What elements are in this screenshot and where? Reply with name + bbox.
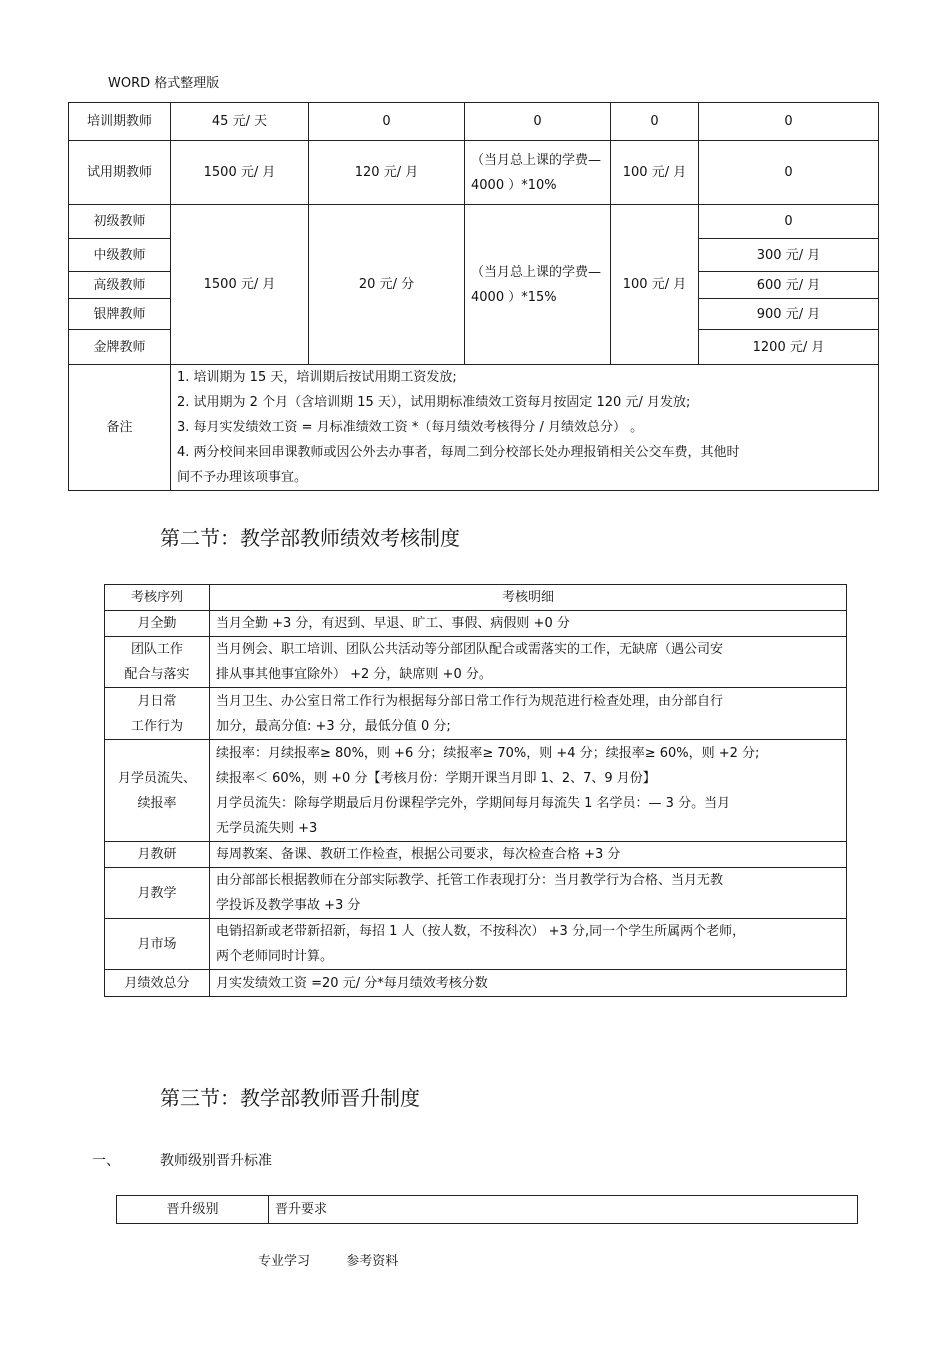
detail-cell xyxy=(210,637,847,688)
item-cell xyxy=(105,970,210,997)
promotion-table xyxy=(116,1195,858,1224)
item-label: 月学员流失、 xyxy=(117,770,196,786)
detail-line: 由分部部长根据教师在分部实际教学、托管工作表现打分：当月教学行为合格、当月无教 xyxy=(216,873,724,888)
extra-cell: 0 xyxy=(699,103,879,141)
detail-line: 每周教案、备课、教研工作检查，根据公司要求，每次检查合格 +3 分 xyxy=(216,847,621,862)
class-fee-cell: 120 元/ 月 xyxy=(309,141,465,205)
item-label: 配合与落实 xyxy=(124,667,190,682)
detail-line: 当月全勤 +3 分，有迟到、早退、旷工、事假、病假则 +0 分 xyxy=(216,616,570,631)
level-cell: 金牌教师 xyxy=(69,330,171,365)
detail-cell xyxy=(210,688,847,740)
table-row xyxy=(105,611,847,637)
note-line: 4. 两分校间来回串课教师或因公外去办事者，每周二到分校部长处办理报销相关公交车费，其他时 xyxy=(177,445,740,460)
note-line: 2. 试用期为 2 个月（含培训期 15 天），试用期标准绩效工资每月按固定 120 元/ 月发放; xyxy=(177,395,691,410)
detail-line: 学投诉及教学事故 +3 分 xyxy=(216,898,361,913)
table-row xyxy=(105,688,847,740)
detail-cell xyxy=(210,868,847,919)
table-header-row xyxy=(105,585,847,611)
table-row xyxy=(69,103,879,141)
item-label: 月绩效总分 xyxy=(124,975,190,991)
table-row xyxy=(105,842,847,868)
note-line: 间不予办理该项事宜。 xyxy=(177,470,308,485)
detail-line: 月实发绩效工资 =20 元/ 分*每月绩效考核分数 xyxy=(216,975,488,991)
notes-label: 备注 xyxy=(69,365,171,491)
level-cell: 初级教师 xyxy=(69,205,171,239)
detail-cell xyxy=(210,919,847,970)
section-title: 第二节：教学部教师绩效考核制度 xyxy=(160,526,460,550)
notes-cell xyxy=(171,365,879,491)
sub-heading-title: 教师级别晋升标准 xyxy=(160,1153,272,1169)
item-cell xyxy=(105,637,210,688)
footer-left: 专业学习 xyxy=(258,1254,311,1269)
table-row xyxy=(105,919,847,970)
level-cell: 试用期教师 xyxy=(69,141,171,205)
detail-line: 当月例会、职工培训、团队公共活动等分部团队配合或需落实的工作，无缺席（遇公司安 xyxy=(216,642,724,657)
sub-heading-number: 一、 xyxy=(92,1153,120,1169)
base-salary-cell: 1500 元/ 月 xyxy=(171,205,309,365)
item-cell xyxy=(105,611,210,637)
header-label: WORD 格式整理版 xyxy=(108,76,220,91)
base-salary-cell: 45 元/ 天 xyxy=(171,103,309,141)
detail-line: 两个老师同时计算。 xyxy=(216,949,334,964)
item-label: 月全勤 xyxy=(137,616,177,631)
commission-cell: （当月总上课的学费— 4000 ）*10% xyxy=(465,141,611,205)
extra-cell: 900 元/ 月 xyxy=(699,299,879,330)
commission-cell: （当月总上课的学费— 4000 ）*15% xyxy=(465,205,611,365)
detail-line: 排从事其他事宜除外） +2 分，缺席则 +0 分。 xyxy=(216,667,492,682)
detail-line: 当月卫生、办公室日常工作行为根据每分部日常工作行为规范进行检查处理，由分部自行 xyxy=(216,693,724,709)
item-cell xyxy=(105,868,210,919)
table-row xyxy=(105,740,847,842)
header-cell: 晋升要求 xyxy=(269,1196,858,1224)
item-label: 月市场 xyxy=(137,936,177,952)
detail-line: 无学员流失则 +3 xyxy=(216,820,318,836)
page-footer xyxy=(258,1250,398,1269)
level-cell: 培训期教师 xyxy=(69,103,171,141)
note-line: 1. 培训期为 15 天，培训期后按试用期工资发放; xyxy=(177,370,457,385)
detail-line: 电销招新或老带新招新，每招 1 人（按人数，不按科次） +3 分,同一个学生所属两个老师， xyxy=(216,924,746,939)
table-row xyxy=(105,868,847,919)
note-line: 3. 每月实发绩效工资 = 月标准绩效工资 *（每月绩效考核得分 / 月绩效总分） 。 xyxy=(177,420,644,435)
assessment-table xyxy=(104,584,847,997)
item-label: 月日常 xyxy=(137,693,177,709)
table-row xyxy=(105,970,847,997)
item-cell xyxy=(105,688,210,740)
extra-cell: 300 元/ 月 xyxy=(699,239,879,272)
bonus-cell: 0 xyxy=(611,103,699,141)
detail-cell xyxy=(210,842,847,868)
item-label: 团队工作 xyxy=(130,642,183,657)
table-row xyxy=(69,205,879,239)
table-header-row xyxy=(117,1196,858,1224)
item-cell xyxy=(105,919,210,970)
detail-cell xyxy=(210,970,847,997)
extra-cell: 0 xyxy=(699,205,879,239)
bonus-cell: 100 元/ 月 xyxy=(611,205,699,365)
section-title: 第三节：教学部教师晋升制度 xyxy=(160,1086,420,1110)
item-cell xyxy=(105,740,210,842)
detail-cell xyxy=(210,611,847,637)
item-label: 工作行为 xyxy=(130,718,183,734)
item-cell xyxy=(105,842,210,868)
header-cell: 考核明细 xyxy=(210,585,847,611)
base-salary-cell: 1500 元/ 月 xyxy=(171,141,309,205)
level-cell: 中级教师 xyxy=(69,239,171,272)
item-label: 月教学 xyxy=(137,885,177,901)
detail-line: 月学员流失：除每学期最后月份课程学完外，学期间每月每流失 1 名学员：— 3 分。当月 xyxy=(216,795,731,811)
table-row xyxy=(69,141,879,205)
extra-cell: 0 xyxy=(699,141,879,205)
extra-cell: 1200 元/ 月 xyxy=(699,330,879,365)
extra-cell: 600 元/ 月 xyxy=(699,272,879,299)
detail-line: 续报率：月续报率≥ 80%，则 +6 分；续报率≥ 70%，则 +4 分；续报率≥ 60%，则 +2 分; xyxy=(216,745,760,761)
level-cell: 银牌教师 xyxy=(69,299,171,330)
detail-cell xyxy=(210,740,847,842)
class-fee-cell: 0 xyxy=(309,103,465,141)
commission-cell: 0 xyxy=(465,103,611,141)
item-label: 月教研 xyxy=(137,847,177,862)
class-fee-cell: 20 元/ 分 xyxy=(309,205,465,365)
table-row xyxy=(105,637,847,688)
bonus-cell: 100 元/ 月 xyxy=(611,141,699,205)
table-row xyxy=(69,365,879,491)
header-cell: 晋升级别 xyxy=(117,1196,269,1224)
detail-line: 续报率＜ 60%，则 +0 分【考核月份：学期开课当月即 1、2、7、9 月份】 xyxy=(216,770,656,786)
header-cell: 考核序列 xyxy=(105,585,210,611)
level-cell: 高级教师 xyxy=(69,272,171,299)
item-label: 续报率 xyxy=(137,795,177,811)
salary-table xyxy=(68,102,879,491)
footer-right: 参考资料 xyxy=(346,1254,399,1269)
detail-line: 加分，最高分值: +3 分，最低分值 0 分; xyxy=(216,718,451,734)
